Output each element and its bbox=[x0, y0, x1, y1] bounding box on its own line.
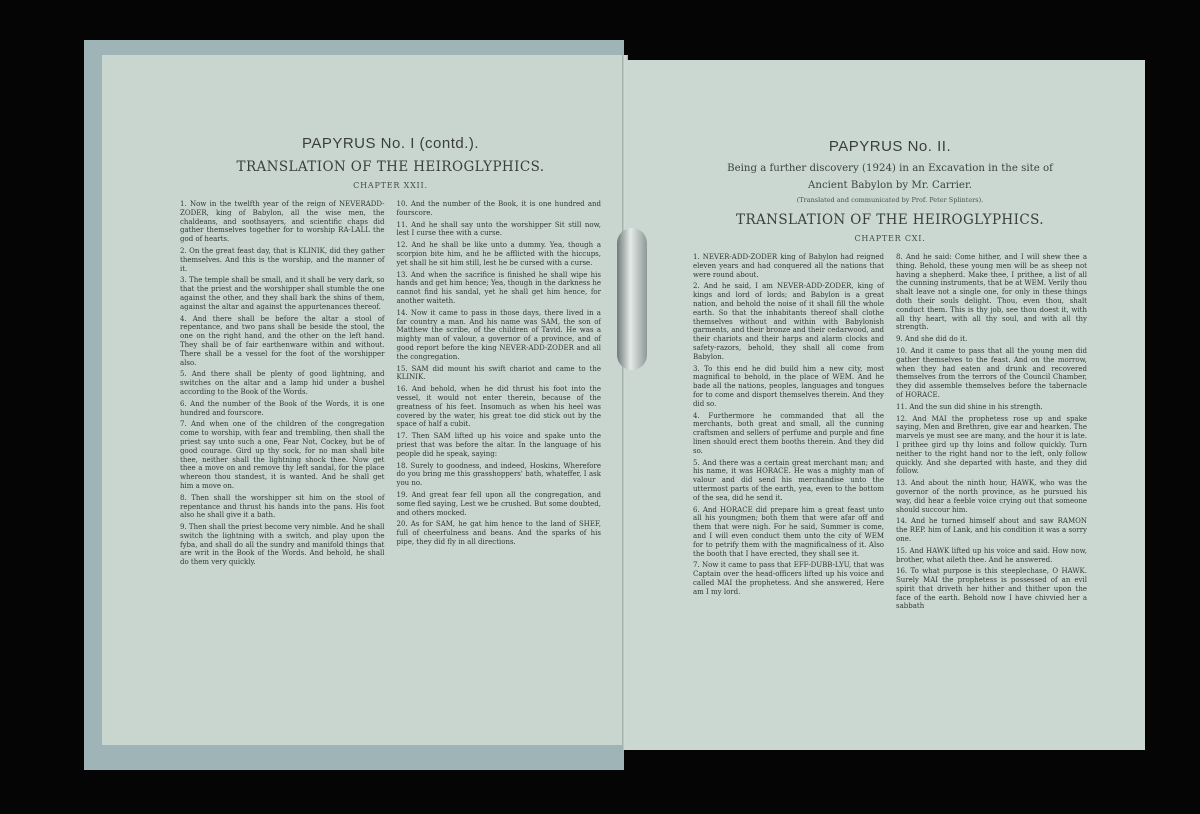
discovery-line-2: Ancient Babylon by Mr. Carrier. bbox=[808, 180, 972, 191]
verse: 14. Now it came to pass in those days, there lived in a far country a man. And his name was SAM, the son of Matthew the scribe, of the children of Tavid. He was a mighty man of valour, a governor of a province, and of good report before the king NEVER-ADD-ZODER and all the congregation. bbox=[396, 308, 601, 361]
right-page-chapter: CHAPTER CXI. bbox=[854, 234, 926, 243]
verse: 16. To what purpose is this steeplechase, O HAWK. Surely MAI the prophetess is possessed of an evil spirit that driveth her hither and thither upon the face of the earth. Behold now I have chivvied her a sabbath bbox=[896, 567, 1087, 611]
verse: 8. Then shall the worshipper sit him on the stool of repentance and thrust his hands into the pans. His foot also he shall give it a bath. bbox=[180, 493, 385, 520]
verse: 19. And great fear fell upon all the congregation, and some fled saying, Lest we be crushed. But some doubted, and others mocked. bbox=[396, 490, 601, 517]
left-page-subtitle: TRANSLATION OF THE HEIROGLYPHICS. bbox=[236, 159, 545, 175]
verse: 15. And HAWK lifted up his voice and said. How now, brother, what aileth thee. And he answered. bbox=[896, 546, 1087, 564]
left-page-columns bbox=[180, 200, 601, 570]
verse: 5. And there shall be plenty of good lightning, and switches on the altar and a lamp hid under a bushel according to the Book of the Words. bbox=[180, 370, 385, 396]
left-column-2 bbox=[397, 200, 602, 570]
verse: 3. To this end he did build him a new city, most magnifical to behold, in the place of WEM. And he bade all the nations, peoples, languages and tongues for to come and disport themselves therein. And they did so. bbox=[693, 364, 884, 408]
verse: 1. Now in the twelfth year of the reign of NEVERADD-ZODER, king of Babylon, all the wise men, the chaldeans, and soothsayers, and scientific chaps did gather themselves together for to worship RA-LALL the god of hearts. bbox=[180, 200, 385, 244]
verse: 7. And when one of the children of the congregation come to worship, with fear and trembling, then shall the priest say unto such a one, Fear Not, Cockey, but be of good courage. Gird up thy sock, for no man shall bite thee, neither shall the lightning shock thee. Now get thee a move on and remove thy left sandal, for the place whereon thou standest, it is wanted. And he shall get him a move on. bbox=[180, 420, 385, 490]
verse: 12. And he shall be like unto a dummy. Yea, though a scorpion bite him, and he be afflicted with the hiccups, yet shall he sit him still, lest he be cursed with a curse. bbox=[396, 241, 601, 267]
right-column-1 bbox=[693, 253, 884, 614]
verse: 6. And the number of the Book of the Words, it is one hundred and fourscore. bbox=[180, 399, 385, 417]
verse: 4. Furthermore he commanded that all the merchants, both great and small, all the cunning craftsmen and sellers of perfume and purple and fine linen should erect them booths therein. And they did so. bbox=[693, 411, 884, 455]
binding-staple bbox=[617, 228, 647, 370]
verse: 18. Surely to goodness, and indeed, Hoskins, Wherefore do you bring me this grasshoppers' bath, whateffer, I ask you no. bbox=[396, 461, 601, 488]
left-column-1 bbox=[180, 200, 385, 570]
verse: 15. SAM did mount his swift chariot and came to the KLINIK. bbox=[396, 364, 601, 382]
verse: 13. And about the ninth hour, HAWK, who was the governor of the north province, as he pursued his way, did hear a feeble voice crying out that someone should succour him. bbox=[896, 479, 1087, 514]
verse: 17. Then SAM lifted up his voice and spake unto the priest that was before the altar. In the language of his people did he speak, saying: bbox=[396, 432, 601, 458]
right-column-2 bbox=[896, 253, 1087, 614]
verse: 9. And she did do it. bbox=[896, 335, 968, 344]
right-page-title: PAPYRUS No. II. bbox=[828, 138, 952, 155]
right-page bbox=[625, 60, 1145, 750]
verse: 6. And HORACE did prepare him a great feast unto all his youngmen; both them that were afar off and them that were nigh. For he said, Summer is come, and I will even conduct them unto the city of WEM for to petrify them with the magnificalness of it. Also the booth that I have erected, they shall see it. bbox=[693, 505, 884, 558]
verse: 12. And MAI the prophetess rose up and spake saying, Men and Brethren, give ear and hearken. The marvels ye must see are many, and the hour it is late. I prithee gird up thy loins and follow quickly. Turn neither to the right hand nor to the left, only follow quickly. And she departed with haste, and they did follow. bbox=[896, 414, 1087, 476]
verse: 3. The temple shall be small, and it shall be very dark, so that the priest and the worshipper shall stumble the one against the other, and they shall bark the shins of them, against the altar and against the appurtenances thereof. bbox=[180, 276, 385, 311]
translator-credit: (Translated and communicated by Prof. Peter Splinters). bbox=[796, 196, 984, 204]
verse: 1. NEVER-ADD-ZODER king of Babylon had reigned eleven years and had conquered all the nations that were round about. bbox=[693, 253, 884, 279]
verse: 8. And he said: Come hither, and I will shew thee a thing. Behold, these young men will be as sheep not having a shepherd. Make thee, I prithee, a list of all the cunning instruments, that be at WEM. Verily thou shalt leave not a single one, for only in these things doth their souls delight. Thou, even thou, shalt conduct them. This is thy job, see thou doest it, with all thy heart, with all thy soul, and with all thy strength. bbox=[896, 253, 1087, 332]
verse: 13. And when the sacrifice is finished he shall wipe his hands and get him hence; Yea, though in the darkness he cannot find his sandal, yet he shall get him hence, for another waiteth. bbox=[396, 270, 601, 305]
left-page-chapter: CHAPTER XXII. bbox=[353, 181, 428, 190]
verse: 7. Now it came to pass that EFF-DUBB-LYU, that was Captain over the head-officers lifted up his voice and called MAI the prophetess. And she answered, Here am I my lord. bbox=[693, 561, 884, 596]
right-page-columns bbox=[693, 253, 1087, 614]
verse: 10. And the number of the Book, it is one hundred and fourscore. bbox=[396, 200, 601, 217]
verse: 11. And the sun did shine in his strength. bbox=[896, 402, 1043, 411]
right-page-subtitle: TRANSLATION OF THE HEIROGLYPHICS. bbox=[736, 212, 1044, 228]
verse: 5. And there was a certain great merchant man; and his name, it was HORACE. He was a mighty man of valour and did send his merchandise unto the uttermost parts of the earth, yea, even to the bottom of the sea, did he send it. bbox=[693, 458, 884, 502]
verse: 9. Then shall the priest become very nimble. And he shall switch the lightning with a switch, and play upon the fyba, and shall do all the sundry and manifold things that are writ in the Book of the Words. And behold, he shall do them very quickly. bbox=[180, 523, 385, 567]
verse: 4. And there shall be before the altar a stool of repentance, and two pans shall be beside the stool, the one on the right hand, and the other on the left hand. They shall be of fair earthenware within and without. There shall be a vessel for the foot of the worshipper also. bbox=[180, 314, 385, 367]
verse: 20. As for SAM, he gat him hence to the land of SHEF, full of cheerfulness and beans. And the sparks of his pipe, they did fly in all directions. bbox=[396, 520, 601, 546]
verse: 16. And behold, when he did thrust his foot into the vessel, it would not enter therein, because of the greatness of his feet. Insomuch as when his heel was covered by the water, his great toe did stick out by the space of half a cubit. bbox=[396, 385, 601, 429]
discovery-line-1: Being a further discovery (1924) in an Excavation in the site of bbox=[727, 163, 1053, 174]
verse: 11. And he shall say unto the worshipper Sit still now, lest I curse thee with a curse. bbox=[396, 220, 601, 238]
verse: 2. And he said, I am NEVER-ADD-ZODER, king of kings and lord of lords; and Babylon is a great nation, and behold the noise of it shall fill the whole earth. So that the inhabitants thereof shall clothe themselves without and within with Babylonish garments, and their bronze and their cedarwood, and their chariots and their harps and alarm clocks and safety-razors, behold, they shall all come from Babylon. bbox=[693, 282, 884, 361]
verse: 14. And he turned himself about and saw RAMON the REP. him of Lank, and his condition it was a sorry one. bbox=[896, 517, 1087, 543]
left-page-title: PAPYRUS No. I (contd.). bbox=[301, 135, 480, 152]
left-page bbox=[102, 55, 625, 745]
verse: 10. And it came to pass that all the young men did gather themselves to the feast. And on the morrow, when they had eaten and drunk and recovered themselves from the terrors of the Council Chamber, they did assemble themselves before the tabernacle of HORACE. bbox=[896, 346, 1087, 399]
verse: 2. On the great feast day, that is KLINIK, did they gather themselves. And this is the worship, and the manner of it. bbox=[180, 246, 385, 273]
